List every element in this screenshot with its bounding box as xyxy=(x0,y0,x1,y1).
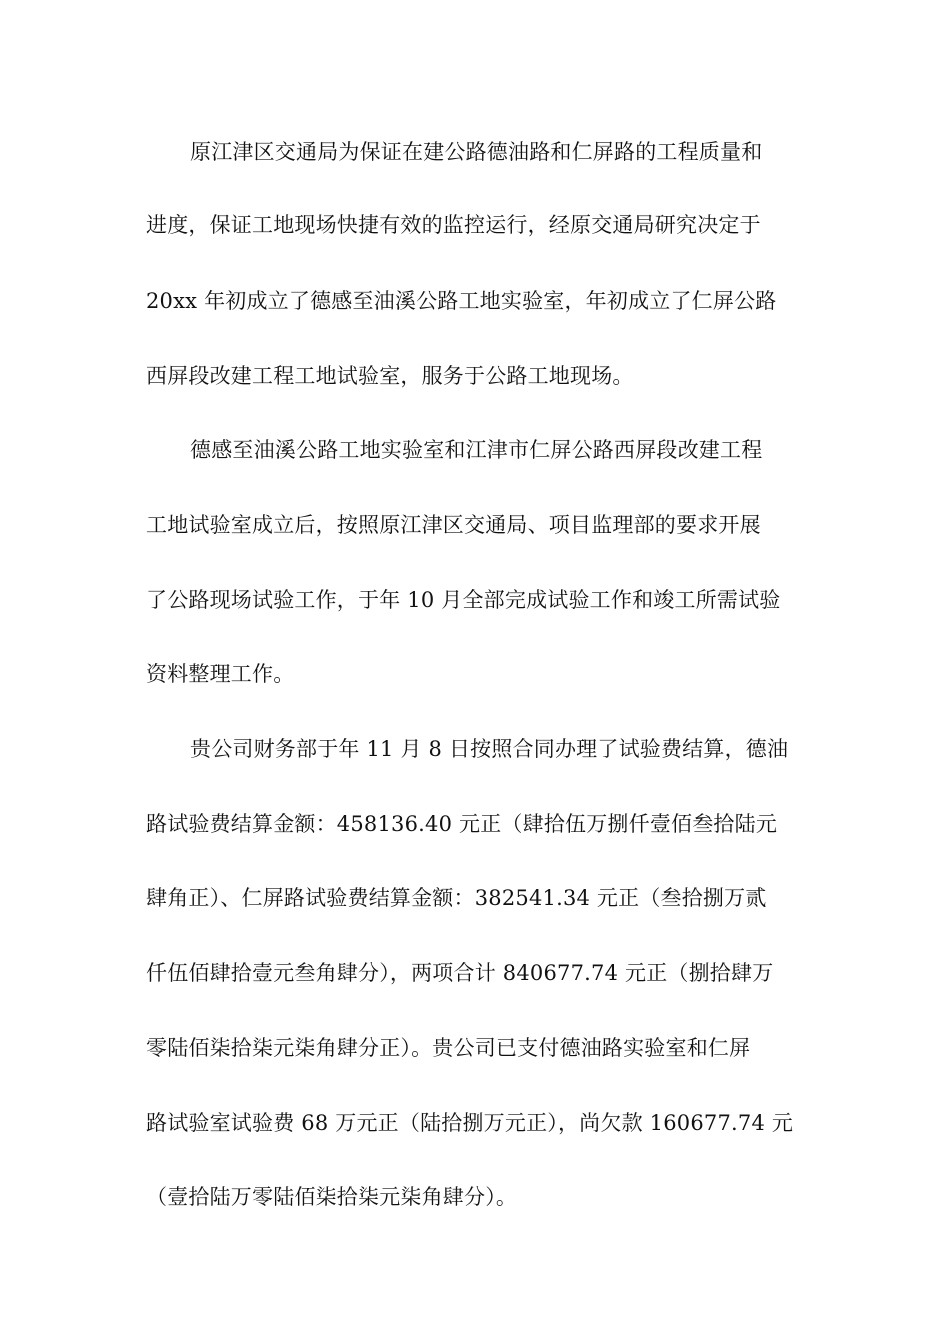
text-line: 原江津区交通局为保证在建公路德油路和仁屏路的工程质量和 xyxy=(190,140,763,164)
text-line: 零陆佰柒拾柒元柒角肆分正）。贵公司已支付德油路实验室和仁屏 xyxy=(146,1036,751,1060)
text-line: 资料整理工作。 xyxy=(146,662,295,686)
text-line: 德感至油溪公路工地实验室和江津市仁屏公路西屏段改建工程 xyxy=(190,438,763,462)
text-line: 仟伍佰肆拾壹元叁角肆分），两项合计 840677.74 元正（捌拾肆万 xyxy=(146,961,774,985)
text-line: 工地试验室成立后，按照原江津区交通局、项目监理部的要求开展 xyxy=(146,513,761,537)
text-line: 肆角正）、仁屏路试验费结算金额：382541.34 元正（叁拾捌万贰 xyxy=(146,886,767,910)
text-line: （壹拾陆万零陆佰柒拾柒元柒角肆分）。 xyxy=(146,1185,518,1209)
text-line: 20xx 年初成立了德感至油溪公路工地实验室，年初成立了仁屏公路 xyxy=(146,289,777,313)
text-line: 贵公司财务部于年 11 月 8 日按照合同办理了试验费结算，德油 xyxy=(190,737,789,761)
text-line: 进度，保证工地现场快捷有效的监控运行，经原交通局研究决定于 xyxy=(146,213,761,237)
text-line: 路试验室试验费 68 万元正（陆拾捌万元正），尚欠款 160677.74 元 xyxy=(146,1111,794,1135)
text-line: 西屏段改建工程工地试验室，服务于公路工地现场。 xyxy=(146,364,634,388)
text-line: 路试验费结算金额：458136.40 元正（肆拾伍万捌仟壹佰叁拾陆元 xyxy=(146,812,778,836)
text-line: 了公路现场试验工作，于年 10 月全部完成试验工作和竣工所需试验 xyxy=(146,588,781,612)
